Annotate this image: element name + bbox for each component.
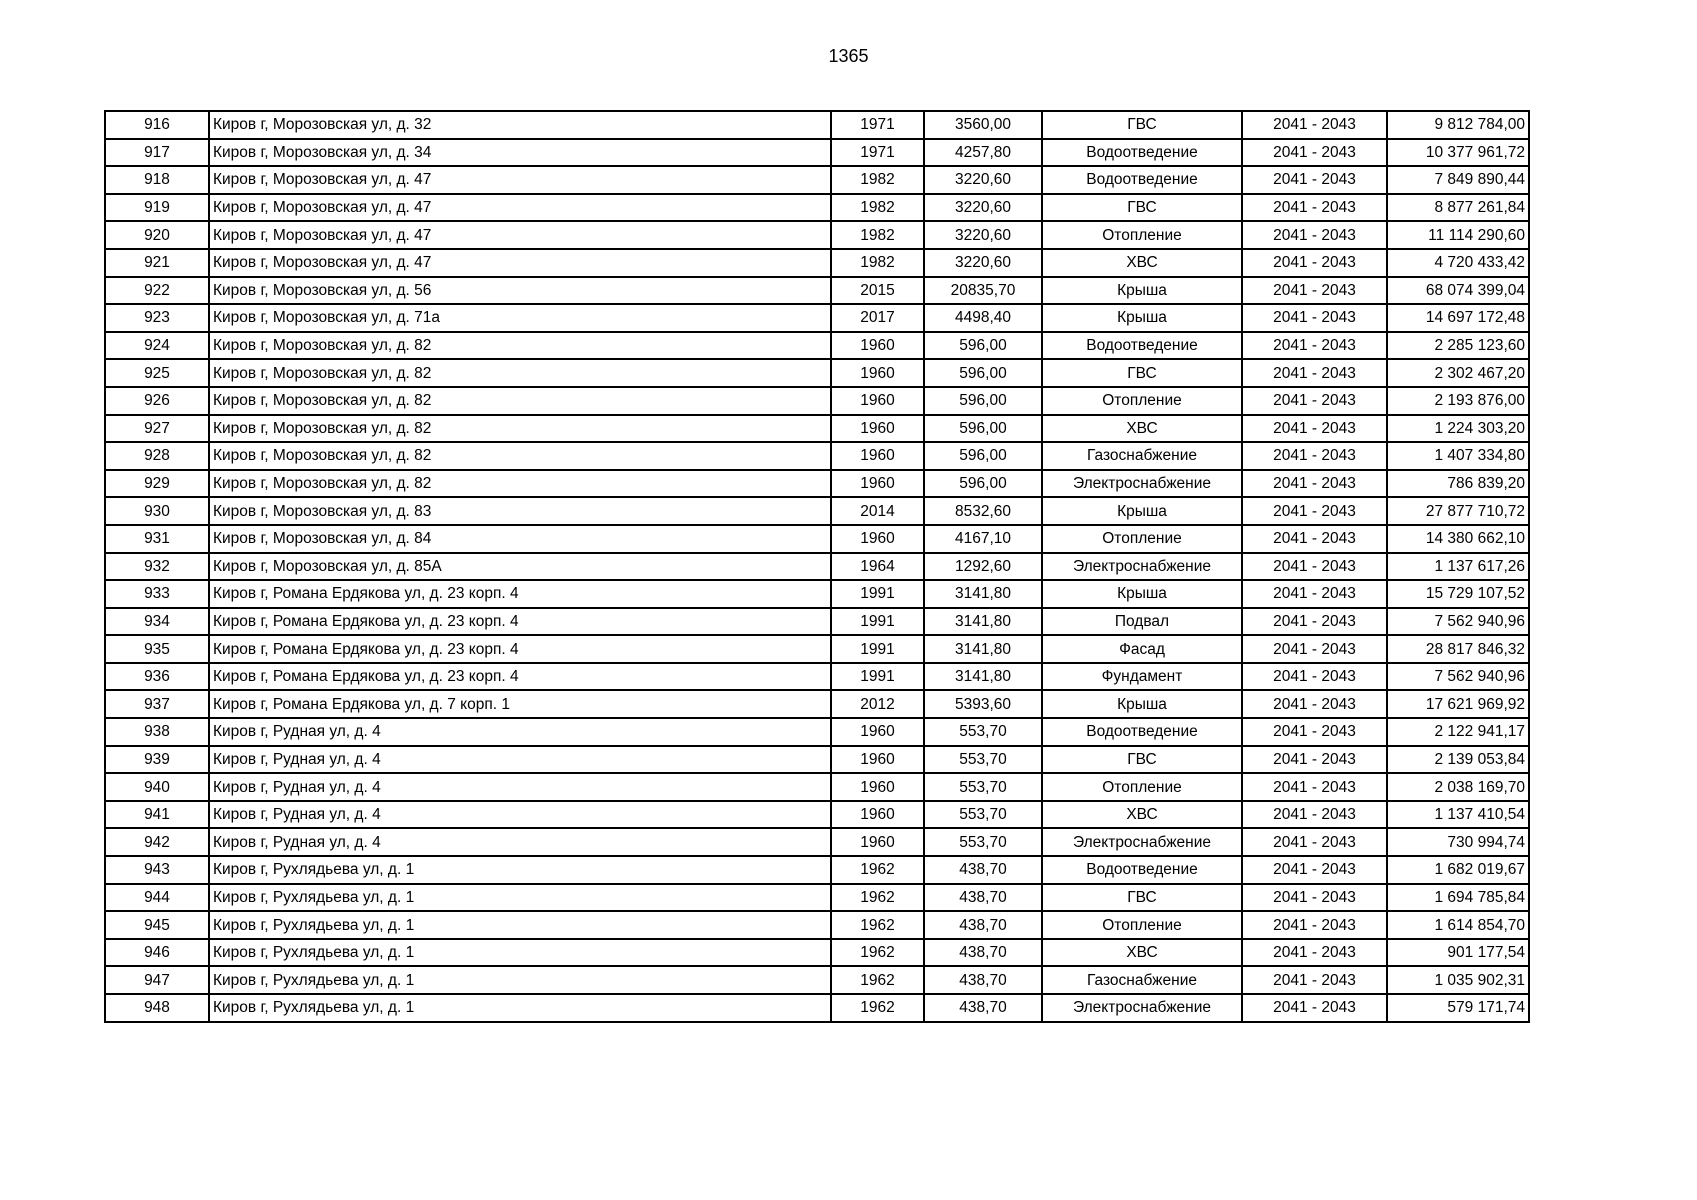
row-address: Киров г, Морозовская ул, д. 32: [209, 111, 831, 139]
row-area: 3220,60: [924, 166, 1042, 194]
row-cost: 2 193 876,00: [1387, 387, 1529, 415]
row-period: 2041 - 2043: [1242, 194, 1387, 222]
row-address: Киров г, Морозовская ул, д. 82: [209, 442, 831, 470]
table-row: [105, 497, 1529, 525]
row-address: Киров г, Романа Ердякова ул, д. 23 корп. 4: [209, 608, 831, 636]
row-address: Киров г, Романа Ердякова ул, д. 23 корп. 4: [209, 635, 831, 663]
row-area: 3141,80: [924, 663, 1042, 691]
row-year: 2017: [831, 304, 924, 332]
row-cost: 2 285 123,60: [1387, 332, 1529, 360]
row-cost: 27 877 710,72: [1387, 497, 1529, 525]
row-work-type: ГВС: [1042, 746, 1242, 774]
row-cost: 17 621 969,92: [1387, 690, 1529, 718]
row-period: 2041 - 2043: [1242, 884, 1387, 912]
row-work-type: Фундамент: [1042, 663, 1242, 691]
row-year: 1960: [831, 525, 924, 553]
row-number: 919: [105, 194, 209, 222]
row-address: Киров г, Морозовская ул, д. 82: [209, 359, 831, 387]
row-period: 2041 - 2043: [1242, 718, 1387, 746]
row-cost: 730 994,74: [1387, 828, 1529, 856]
row-address: Киров г, Рухлядьева ул, д. 1: [209, 966, 831, 994]
row-work-type: Водоотведение: [1042, 856, 1242, 884]
row-number: 917: [105, 139, 209, 167]
table-row: [105, 718, 1529, 746]
row-number: 945: [105, 911, 209, 939]
row-work-type: Подвал: [1042, 608, 1242, 636]
row-address: Киров г, Романа Ердякова ул, д. 23 корп. 4: [209, 663, 831, 691]
row-number: 943: [105, 856, 209, 884]
row-address: Киров г, Рудная ул, д. 4: [209, 801, 831, 829]
row-year: 1960: [831, 801, 924, 829]
row-cost: 2 139 053,84: [1387, 746, 1529, 774]
page-number: 1365: [828, 46, 869, 66]
row-cost: 1 137 410,54: [1387, 801, 1529, 829]
row-cost: 7 562 940,96: [1387, 608, 1529, 636]
row-area: 3220,60: [924, 221, 1042, 249]
row-area: 596,00: [924, 415, 1042, 443]
row-year: 2012: [831, 690, 924, 718]
table-row: [105, 277, 1529, 305]
row-work-type: Электроснабжение: [1042, 553, 1242, 581]
row-number: 932: [105, 553, 209, 581]
row-area: 3141,80: [924, 635, 1042, 663]
row-address: Киров г, Рухлядьева ул, д. 1: [209, 884, 831, 912]
table-row: [105, 139, 1529, 167]
row-period: 2041 - 2043: [1242, 966, 1387, 994]
row-address: Киров г, Морозовская ул, д. 71а: [209, 304, 831, 332]
table-row: [105, 166, 1529, 194]
table-row: [105, 884, 1529, 912]
row-work-type: ГВС: [1042, 194, 1242, 222]
row-cost: 14 380 662,10: [1387, 525, 1529, 553]
row-area: 553,70: [924, 801, 1042, 829]
row-number: 938: [105, 718, 209, 746]
row-number: 929: [105, 470, 209, 498]
row-area: 596,00: [924, 332, 1042, 360]
table-row: [105, 635, 1529, 663]
row-year: 1962: [831, 994, 924, 1022]
row-address: Киров г, Морозовская ул, д. 47: [209, 249, 831, 277]
row-cost: 1 614 854,70: [1387, 911, 1529, 939]
row-number: 924: [105, 332, 209, 360]
row-period: 2041 - 2043: [1242, 387, 1387, 415]
row-period: 2041 - 2043: [1242, 773, 1387, 801]
row-period: 2041 - 2043: [1242, 497, 1387, 525]
row-work-type: Крыша: [1042, 580, 1242, 608]
row-period: 2041 - 2043: [1242, 801, 1387, 829]
row-year: 1960: [831, 387, 924, 415]
row-period: 2041 - 2043: [1242, 580, 1387, 608]
row-number: 918: [105, 166, 209, 194]
row-number: 939: [105, 746, 209, 774]
row-year: 2014: [831, 497, 924, 525]
row-area: 596,00: [924, 442, 1042, 470]
row-address: Киров г, Рухлядьева ул, д. 1: [209, 939, 831, 967]
row-area: 3220,60: [924, 194, 1042, 222]
row-work-type: ГВС: [1042, 884, 1242, 912]
row-area: 4167,10: [924, 525, 1042, 553]
row-cost: 11 114 290,60: [1387, 221, 1529, 249]
repair-schedule-table: [104, 110, 1530, 1023]
row-area: 4257,80: [924, 139, 1042, 167]
row-work-type: Отопление: [1042, 773, 1242, 801]
row-period: 2041 - 2043: [1242, 856, 1387, 884]
row-period: 2041 - 2043: [1242, 304, 1387, 332]
row-work-type: Отопление: [1042, 387, 1242, 415]
row-period: 2041 - 2043: [1242, 442, 1387, 470]
row-year: 1962: [831, 884, 924, 912]
row-year: 1991: [831, 608, 924, 636]
row-address: Киров г, Романа Ердякова ул, д. 23 корп. 4: [209, 580, 831, 608]
table-row: [105, 663, 1529, 691]
row-area: 596,00: [924, 387, 1042, 415]
table-row: [105, 553, 1529, 581]
table-row: [105, 442, 1529, 470]
row-cost: 9 812 784,00: [1387, 111, 1529, 139]
row-cost: 10 377 961,72: [1387, 139, 1529, 167]
row-number: 930: [105, 497, 209, 525]
row-area: 438,70: [924, 966, 1042, 994]
row-work-type: Водоотведение: [1042, 139, 1242, 167]
row-cost: 14 697 172,48: [1387, 304, 1529, 332]
row-work-type: Электроснабжение: [1042, 470, 1242, 498]
table-row: [105, 470, 1529, 498]
row-cost: 786 839,20: [1387, 470, 1529, 498]
row-address: Киров г, Морозовская ул, д. 56: [209, 277, 831, 305]
row-period: 2041 - 2043: [1242, 828, 1387, 856]
row-area: 596,00: [924, 470, 1042, 498]
row-work-type: Газоснабжение: [1042, 966, 1242, 994]
row-number: 935: [105, 635, 209, 663]
table-row: [105, 387, 1529, 415]
row-number: 921: [105, 249, 209, 277]
row-area: 3141,80: [924, 608, 1042, 636]
row-number: 946: [105, 939, 209, 967]
row-address: Киров г, Рухлядьева ул, д. 1: [209, 856, 831, 884]
row-year: 1960: [831, 415, 924, 443]
row-year: 1962: [831, 966, 924, 994]
row-period: 2041 - 2043: [1242, 994, 1387, 1022]
row-year: 1960: [831, 442, 924, 470]
row-address: Киров г, Романа Ердякова ул, д. 7 корп. 1: [209, 690, 831, 718]
row-area: 3220,60: [924, 249, 1042, 277]
row-number: 936: [105, 663, 209, 691]
row-area: 4498,40: [924, 304, 1042, 332]
row-address: Киров г, Морозовская ул, д. 83: [209, 497, 831, 525]
row-address: Киров г, Морозовская ул, д. 84: [209, 525, 831, 553]
row-year: 1960: [831, 718, 924, 746]
row-work-type: ХВС: [1042, 415, 1242, 443]
row-cost: 4 720 433,42: [1387, 249, 1529, 277]
row-year: 1962: [831, 939, 924, 967]
row-year: 1971: [831, 139, 924, 167]
row-work-type: Отопление: [1042, 911, 1242, 939]
row-address: Киров г, Рухлядьева ул, д. 1: [209, 994, 831, 1022]
row-cost: 579 171,74: [1387, 994, 1529, 1022]
row-area: 438,70: [924, 939, 1042, 967]
row-address: Киров г, Морозовская ул, д. 47: [209, 221, 831, 249]
row-number: 916: [105, 111, 209, 139]
row-cost: 1 035 902,31: [1387, 966, 1529, 994]
row-address: Киров г, Морозовская ул, д. 85А: [209, 553, 831, 581]
row-year: 1960: [831, 359, 924, 387]
row-address: Киров г, Морозовская ул, д. 82: [209, 415, 831, 443]
row-period: 2041 - 2043: [1242, 635, 1387, 663]
table-row: [105, 608, 1529, 636]
row-number: 926: [105, 387, 209, 415]
row-number: 922: [105, 277, 209, 305]
row-period: 2041 - 2043: [1242, 746, 1387, 774]
table-row: [105, 856, 1529, 884]
row-number: 925: [105, 359, 209, 387]
row-period: 2041 - 2043: [1242, 690, 1387, 718]
table-row: [105, 994, 1529, 1022]
row-period: 2041 - 2043: [1242, 911, 1387, 939]
table-row: [105, 911, 1529, 939]
row-work-type: Крыша: [1042, 690, 1242, 718]
row-number: 947: [105, 966, 209, 994]
row-year: 1960: [831, 828, 924, 856]
row-area: 5393,60: [924, 690, 1042, 718]
row-area: 1292,60: [924, 553, 1042, 581]
row-year: 1960: [831, 332, 924, 360]
row-area: 8532,60: [924, 497, 1042, 525]
row-address: Киров г, Морозовская ул, д. 47: [209, 194, 831, 222]
row-number: 944: [105, 884, 209, 912]
table-row: [105, 773, 1529, 801]
row-work-type: Электроснабжение: [1042, 828, 1242, 856]
row-area: 3141,80: [924, 580, 1042, 608]
row-address: Киров г, Рудная ул, д. 4: [209, 773, 831, 801]
row-year: 1964: [831, 553, 924, 581]
row-area: 596,00: [924, 359, 1042, 387]
row-work-type: Фасад: [1042, 635, 1242, 663]
row-year: 1982: [831, 221, 924, 249]
row-address: Киров г, Рудная ул, д. 4: [209, 718, 831, 746]
row-year: 2015: [831, 277, 924, 305]
table-row: [105, 828, 1529, 856]
row-cost: 1 407 334,80: [1387, 442, 1529, 470]
row-number: 948: [105, 994, 209, 1022]
row-number: 941: [105, 801, 209, 829]
row-address: Киров г, Морозовская ул, д. 47: [209, 166, 831, 194]
row-period: 2041 - 2043: [1242, 111, 1387, 139]
row-period: 2041 - 2043: [1242, 249, 1387, 277]
table-row: [105, 359, 1529, 387]
row-year: 1960: [831, 746, 924, 774]
row-area: 438,70: [924, 856, 1042, 884]
row-work-type: Отопление: [1042, 221, 1242, 249]
table-row: [105, 194, 1529, 222]
table-row: [105, 690, 1529, 718]
row-work-type: Отопление: [1042, 525, 1242, 553]
row-period: 2041 - 2043: [1242, 415, 1387, 443]
row-area: 438,70: [924, 994, 1042, 1022]
row-year: 1960: [831, 773, 924, 801]
row-number: 928: [105, 442, 209, 470]
row-cost: 15 729 107,52: [1387, 580, 1529, 608]
row-cost: 68 074 399,04: [1387, 277, 1529, 305]
row-address: Киров г, Рухлядьева ул, д. 1: [209, 911, 831, 939]
row-period: 2041 - 2043: [1242, 332, 1387, 360]
row-period: 2041 - 2043: [1242, 359, 1387, 387]
row-work-type: Крыша: [1042, 277, 1242, 305]
row-period: 2041 - 2043: [1242, 939, 1387, 967]
row-area: 438,70: [924, 911, 1042, 939]
row-period: 2041 - 2043: [1242, 553, 1387, 581]
row-period: 2041 - 2043: [1242, 608, 1387, 636]
row-work-type: ГВС: [1042, 111, 1242, 139]
row-period: 2041 - 2043: [1242, 166, 1387, 194]
row-address: Киров г, Морозовская ул, д. 82: [209, 470, 831, 498]
row-period: 2041 - 2043: [1242, 470, 1387, 498]
row-period: 2041 - 2043: [1242, 277, 1387, 305]
row-address: Киров г, Морозовская ул, д. 82: [209, 387, 831, 415]
row-cost: 1 224 303,20: [1387, 415, 1529, 443]
table-row: [105, 221, 1529, 249]
row-work-type: Водоотведение: [1042, 718, 1242, 746]
row-year: 1991: [831, 580, 924, 608]
row-cost: 1 137 617,26: [1387, 553, 1529, 581]
row-work-type: Крыша: [1042, 304, 1242, 332]
row-number: 937: [105, 690, 209, 718]
row-cost: 1 694 785,84: [1387, 884, 1529, 912]
table-row: [105, 332, 1529, 360]
row-work-type: Водоотведение: [1042, 332, 1242, 360]
table-row: [105, 746, 1529, 774]
row-cost: 2 302 467,20: [1387, 359, 1529, 387]
row-number: 942: [105, 828, 209, 856]
row-period: 2041 - 2043: [1242, 663, 1387, 691]
row-number: 940: [105, 773, 209, 801]
row-year: 1960: [831, 470, 924, 498]
row-work-type: ХВС: [1042, 801, 1242, 829]
row-work-type: ГВС: [1042, 359, 1242, 387]
row-number: 934: [105, 608, 209, 636]
row-year: 1982: [831, 166, 924, 194]
row-cost: 2 038 169,70: [1387, 773, 1529, 801]
row-period: 2041 - 2043: [1242, 139, 1387, 167]
table-row: [105, 415, 1529, 443]
row-cost: 8 877 261,84: [1387, 194, 1529, 222]
table-row: [105, 249, 1529, 277]
row-number: 931: [105, 525, 209, 553]
row-area: 553,70: [924, 746, 1042, 774]
table-row: [105, 304, 1529, 332]
row-cost: 901 177,54: [1387, 939, 1529, 967]
row-year: 1962: [831, 856, 924, 884]
row-area: 438,70: [924, 884, 1042, 912]
table-row: [105, 525, 1529, 553]
row-work-type: Электроснабжение: [1042, 994, 1242, 1022]
row-year: 1991: [831, 635, 924, 663]
row-cost: 7 849 890,44: [1387, 166, 1529, 194]
row-area: 20835,70: [924, 277, 1042, 305]
row-number: 923: [105, 304, 209, 332]
row-work-type: Газоснабжение: [1042, 442, 1242, 470]
row-work-type: Водоотведение: [1042, 166, 1242, 194]
row-work-type: ХВС: [1042, 939, 1242, 967]
row-area: 553,70: [924, 718, 1042, 746]
row-period: 2041 - 2043: [1242, 221, 1387, 249]
table-row: [105, 580, 1529, 608]
table-row: [105, 966, 1529, 994]
row-number: 927: [105, 415, 209, 443]
row-work-type: Крыша: [1042, 497, 1242, 525]
row-number: 920: [105, 221, 209, 249]
row-year: 1982: [831, 249, 924, 277]
row-period: 2041 - 2043: [1242, 525, 1387, 553]
row-cost: 2 122 941,17: [1387, 718, 1529, 746]
row-year: 1982: [831, 194, 924, 222]
row-address: Киров г, Морозовская ул, д. 34: [209, 139, 831, 167]
table-row: [105, 939, 1529, 967]
row-address: Киров г, Рудная ул, д. 4: [209, 828, 831, 856]
row-year: 1971: [831, 111, 924, 139]
row-area: 553,70: [924, 773, 1042, 801]
row-cost: 28 817 846,32: [1387, 635, 1529, 663]
row-address: Киров г, Рудная ул, д. 4: [209, 746, 831, 774]
row-year: 1991: [831, 663, 924, 691]
row-cost: 7 562 940,96: [1387, 663, 1529, 691]
row-area: 553,70: [924, 828, 1042, 856]
row-area: 3560,00: [924, 111, 1042, 139]
table-body: [105, 111, 1529, 1022]
row-number: 933: [105, 580, 209, 608]
table-row: [105, 111, 1529, 139]
row-address: Киров г, Морозовская ул, д. 82: [209, 332, 831, 360]
row-year: 1962: [831, 911, 924, 939]
table-row: [105, 801, 1529, 829]
row-cost: 1 682 019,67: [1387, 856, 1529, 884]
row-work-type: ХВС: [1042, 249, 1242, 277]
